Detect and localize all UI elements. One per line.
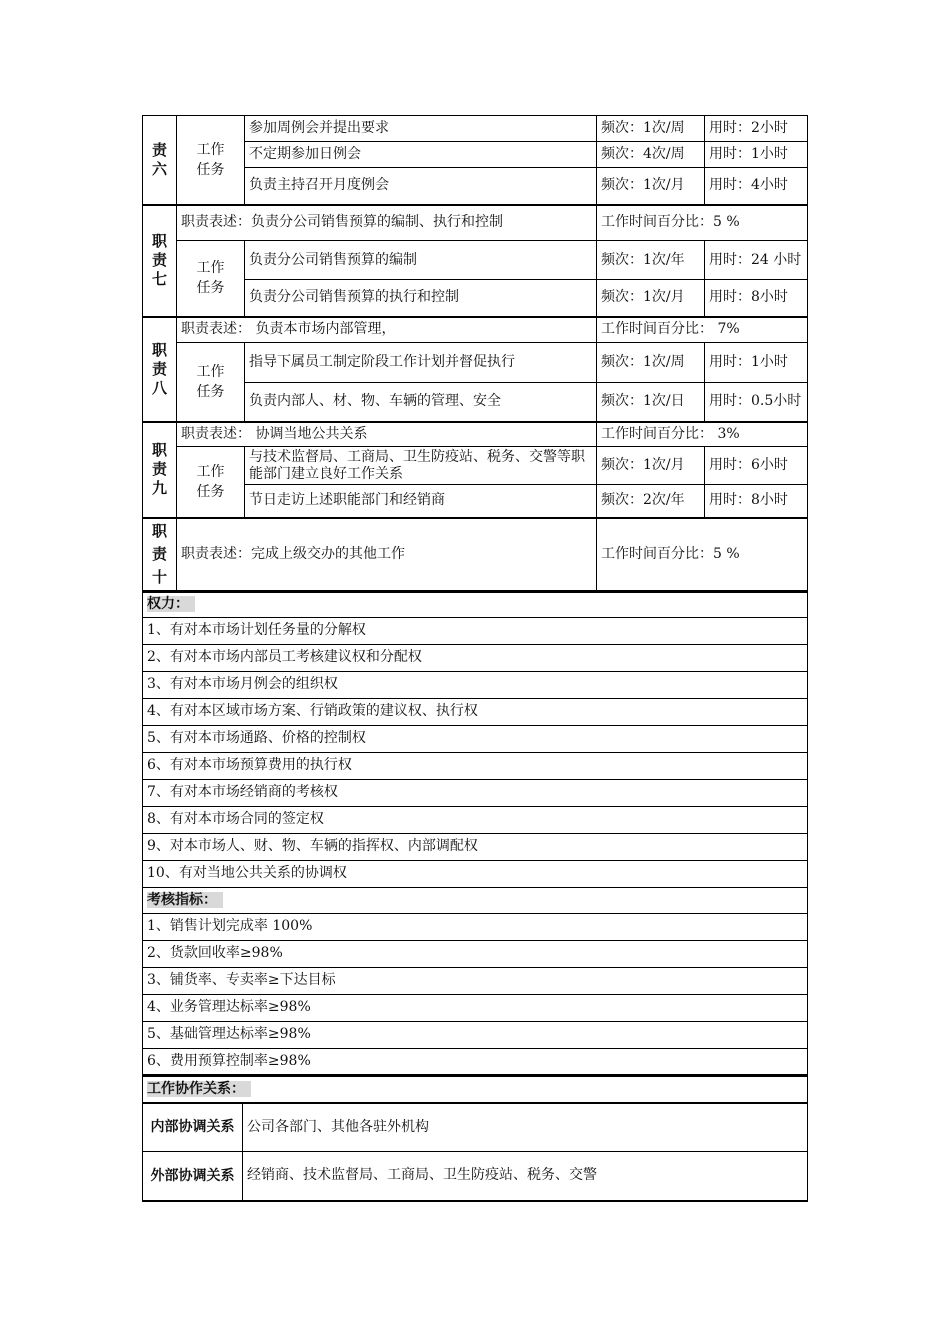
duty9-desc-row — [143, 422, 808, 447]
internal-relations-label: 内部协调关系 — [143, 1103, 243, 1152]
duty7-task-1-freq: 频次：1次/年 — [597, 241, 705, 280]
powers-title: 权力： — [143, 592, 808, 617]
duty9-task-1: 与技术监督局、工商局、卫生防疫站、税务、交警等职能部门建立良好工作关系 — [245, 447, 597, 485]
duty6-title: 责 六 — [143, 116, 177, 205]
duty6-task-1: 参加周例会并提出要求 — [245, 116, 597, 142]
duty9-task-row — [143, 447, 808, 485]
power-item: 1、有对本市场计划任务量的分解权 — [143, 617, 808, 644]
external-relations-label: 外部协调关系 — [143, 1152, 243, 1201]
power-item: 9、对本市场人、财、物、车辆的指挥权、内部调配权 — [143, 833, 808, 860]
duty9-task-2-time: 用时：8小时 — [705, 485, 808, 518]
duty7-task-row — [143, 241, 808, 280]
duties-table — [142, 115, 808, 592]
duty8-desc: 职责表述： 负责本市场内部管理， — [177, 317, 597, 343]
duty9-task-1-time: 用时：6小时 — [705, 447, 808, 485]
duty7-desc: 职责表述：负责分公司销售预算的编制、执行和控制 — [177, 205, 597, 241]
duty8-task-1-time: 用时：1小时 — [705, 343, 808, 383]
duty7-task-1: 负责分公司销售预算的编制 — [245, 241, 597, 280]
kpi-item: 4、业务管理达标率≥98% — [143, 994, 808, 1021]
duty8-task-2: 负责内部人、材、物、车辆的管理、安全 — [245, 383, 597, 422]
duty8-task-1: 指导下属员工制定阶段工作计划并督促执行 — [245, 343, 597, 383]
duty6-task-2-time: 用时：1小时 — [705, 142, 808, 168]
duty8-task-2-freq: 频次：1次/日 — [597, 383, 705, 422]
duty7-task-2-time: 用时：8小时 — [705, 280, 808, 317]
power-item: 6、有对本市场预算费用的执行权 — [143, 752, 808, 779]
duty10-desc: 职责表述：完成上级交办的其他工作 — [177, 518, 597, 591]
relations-title: 工作协作关系： — [143, 1077, 808, 1103]
duty7-task-label: 工作任务 — [177, 241, 245, 317]
powers-kpi-table — [142, 592, 808, 1077]
duty6-task-row — [143, 116, 808, 142]
duty6-task-2: 不定期参加日例会 — [245, 142, 597, 168]
duty9-task-2: 节日走访上述职能部门和经销商 — [245, 485, 597, 518]
duty6-task-1-freq: 频次：1次/周 — [597, 116, 705, 142]
power-item: 8、有对本市场合同的签定权 — [143, 806, 808, 833]
duty9-desc: 职责表述： 协调当地公共关系 — [177, 422, 597, 447]
internal-relations-value: 公司各部门、其他各驻外机构 — [243, 1103, 808, 1152]
relations-table — [142, 1076, 808, 1202]
kpi-item: 2、货款回收率≥98% — [143, 940, 808, 967]
kpi-item: 3、铺货率、专卖率≥下达目标 — [143, 967, 808, 994]
kpi-item: 5、基础管理达标率≥98% — [143, 1021, 808, 1048]
duty8-desc-row — [143, 317, 808, 343]
external-relations-value: 经销商、技术监督局、工商局、卫生防疫站、税务、交警 — [243, 1152, 808, 1201]
duty6-task-3-time: 用时：4小时 — [705, 168, 808, 205]
duty10-row — [143, 518, 808, 591]
power-item: 5、有对本市场通路、价格的控制权 — [143, 725, 808, 752]
duty6-task-2-freq: 频次：4次/周 — [597, 142, 705, 168]
duty6-task-3-freq: 频次：1次/月 — [597, 168, 705, 205]
duty9-task-1-freq: 频次：1次/月 — [597, 447, 705, 485]
duty7-pct: 工作时间百分比：5 % — [597, 205, 808, 241]
duty10-title: 职 责 十 — [143, 518, 177, 591]
duty7-task-2-freq: 频次：1次/月 — [597, 280, 705, 317]
kpi-title: 考核指标： — [143, 887, 808, 913]
duty8-task-1-freq: 频次：1次/周 — [597, 343, 705, 383]
duty8-task-label: 工作任务 — [177, 343, 245, 422]
duty10-pct: 工作时间百分比：5 % — [597, 518, 808, 591]
job-description-page — [142, 115, 807, 1202]
duty7-task-1-time: 用时：24 小时 — [705, 241, 808, 280]
power-item: 2、有对本市场内部员工考核建议权和分配权 — [143, 644, 808, 671]
power-item: 4、有对本区域市场方案、行销政策的建议权、执行权 — [143, 698, 808, 725]
duty8-title: 职 责 八 — [143, 317, 177, 422]
duty9-pct: 工作时间百分比： 3% — [597, 422, 808, 447]
duty6-task-label: 工作任务 — [177, 116, 245, 205]
duty9-task-label: 工作任务 — [177, 447, 245, 518]
duty8-task-row — [143, 343, 808, 383]
duty7-title: 职 责 七 — [143, 205, 177, 317]
duty9-task-2-freq: 频次：2次/年 — [597, 485, 705, 518]
duty9-title: 职 责 九 — [143, 422, 177, 518]
kpi-item: 6、费用预算控制率≥98% — [143, 1048, 808, 1075]
duty6-task-3: 负责主持召开月度例会 — [245, 168, 597, 205]
duty7-desc-row — [143, 205, 808, 241]
duty8-task-2-time: 用时：0.5小时 — [705, 383, 808, 422]
duty8-pct: 工作时间百分比： 7% — [597, 317, 808, 343]
power-item: 7、有对本市场经销商的考核权 — [143, 779, 808, 806]
duty6-task-1-time: 用时：2小时 — [705, 116, 808, 142]
power-item: 10、有对当地公共关系的协调权 — [143, 860, 808, 887]
kpi-item: 1、销售计划完成率 100% — [143, 913, 808, 940]
power-item: 3、有对本市场月例会的组织权 — [143, 671, 808, 698]
duty7-task-2: 负责分公司销售预算的执行和控制 — [245, 280, 597, 317]
